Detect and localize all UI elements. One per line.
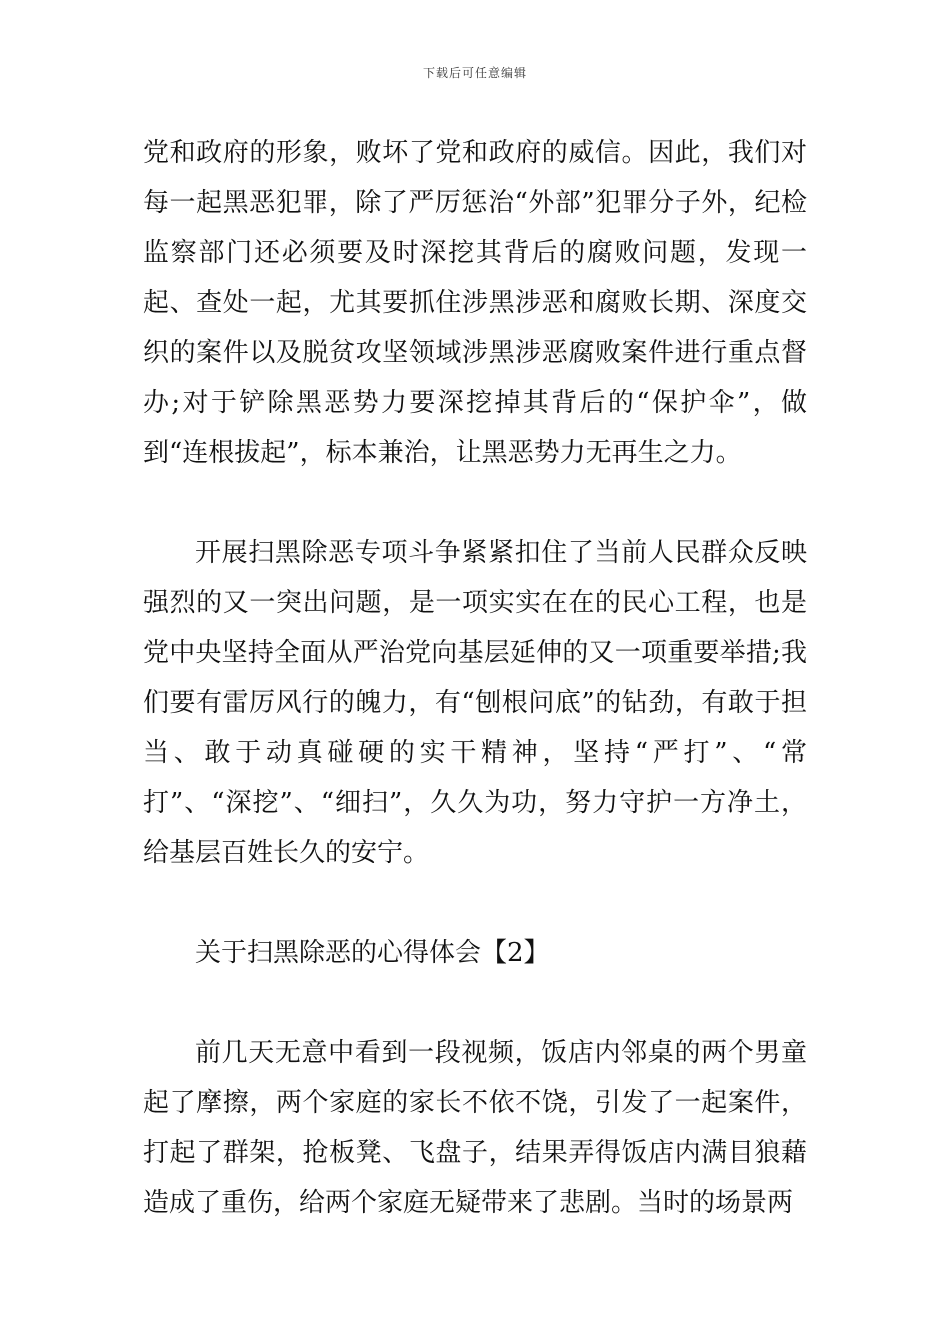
paragraph: 前几天无意中看到一段视频，饭店内邻桌的两个男童起了摩擦，两个家庭的家长不依不饶，引发了一起案件，打起了群架，抢板凳、飞盘子，结果弄得饭店内满目狼藉造成了重伤，给两个家庭无疑带来了悲剧。当时的场景两 [143,1038,807,1218]
paragraph-gap [143,878,807,928]
paragraph-gap [143,478,807,528]
section-heading: 关于扫黑除恶的心得体会【2】 [195,938,550,968]
paragraph-gap [143,978,807,1028]
paragraph: 开展扫黑除恶专项斗争紧紧扣住了当前人民群众反映强烈的又一突出问题，是一项实实在在的民心工程，也是党中央坚持全面从严治党向基层延伸的又一项重要举措;我们要有雷厉风行的魄力，有“刨根问底”的钻劲，有敢于担当、敢于动真碰硬的实干精神，坚持“严打”、“常打”、“深挖”、“细扫”，久久为功，努力守护一方净土，给基层百姓长久的安宁。 [143,538,807,868]
paragraph-continued: 党和政府的形象，败坏了党和政府的威信。因此，我们对每一起黑恶犯罪，除了严厉惩治“外部”犯罪分子外，纪检监察部门还必须要及时深挖其背后的腐败问题，发现一起、查处一起，尤其要抓住涉黑涉恶和腐败长期、深度交织的案件以及脱贫攻坚领域涉黑涉恶腐败案件进行重点督办;对于铲除黑恶势力要深挖掉其背后的“保护伞”，做到“连根拔起”，标本兼治，让黑恶势力无再生之力。 [143,138,807,468]
page-header: 下载后可任意编辑 [422,66,527,80]
document-body [143,128,807,1228]
